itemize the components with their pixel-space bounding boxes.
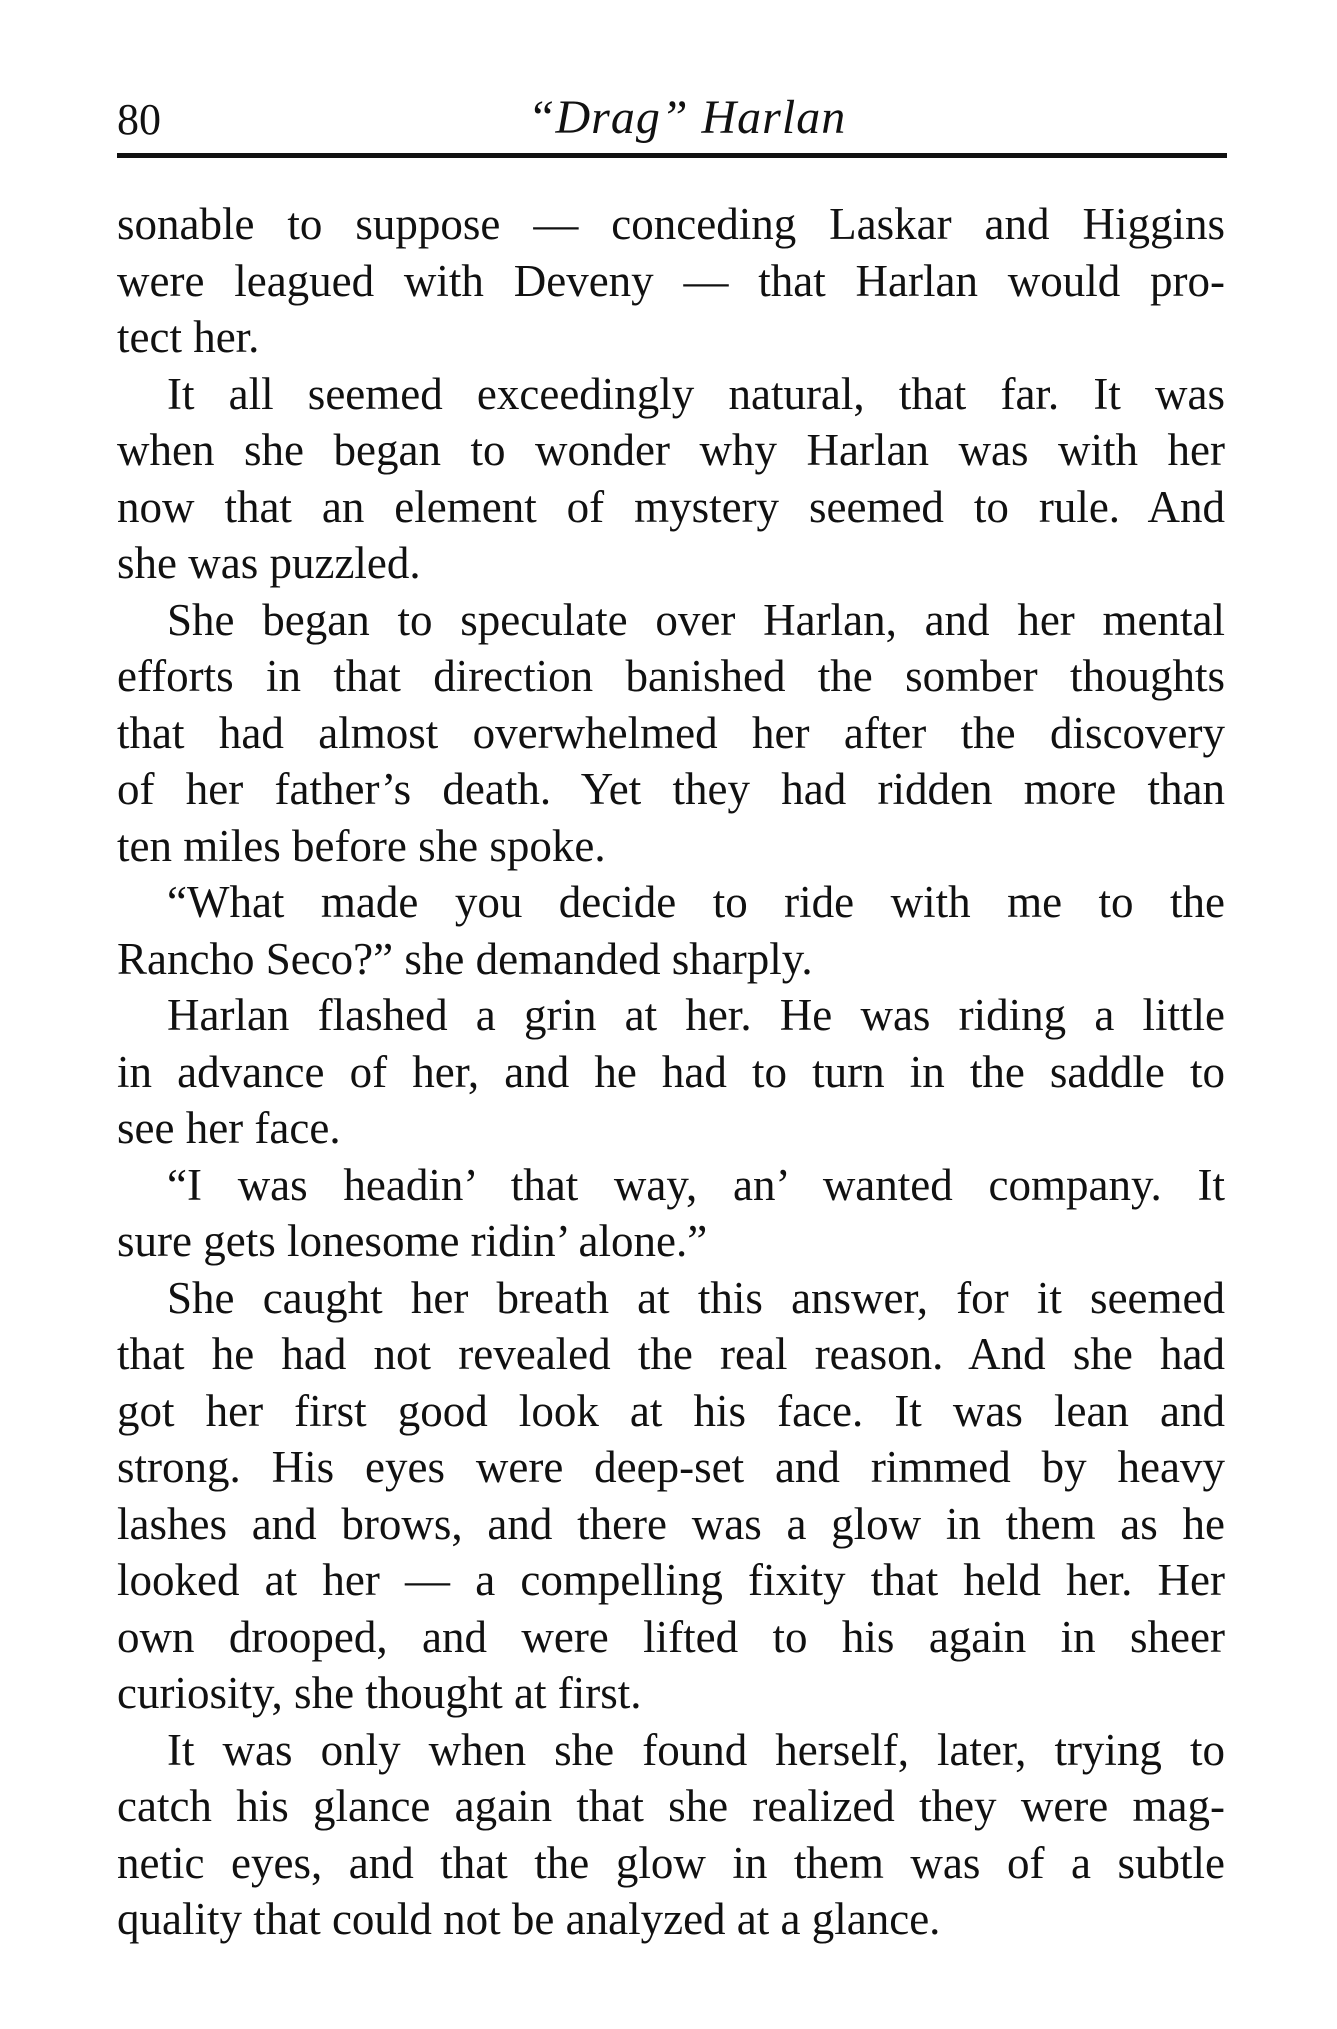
paragraph [117, 196, 1225, 366]
text-line: now that an element of mystery seemed to rule. And [117, 481, 1225, 532]
text-line: curiosity, she thought at first. [117, 1668, 642, 1718]
running-title: “Drag” Harlan [527, 91, 847, 144]
text-line: catch his glance again that she realized they were mag- [117, 1781, 1225, 1831]
text-line: It was only when she found herself, later, trying to [167, 1724, 1225, 1775]
text-line: see her face. [117, 1103, 341, 1153]
text-line: that he had not revealed the real reason. And she had [117, 1329, 1225, 1379]
text-line: tect her. [117, 312, 260, 362]
text-line: own drooped, and were lifted to his again in sheer [117, 1611, 1225, 1662]
text-line: when she began to wonder why Harlan was with her [117, 425, 1225, 475]
text-line: that had almost overwhelmed her after the discovery [117, 707, 1225, 758]
text-line: sure gets lonesome ridin’ alone.” [117, 1216, 708, 1266]
text-line: It all seemed exceedingly natural, that far. It was [167, 368, 1225, 419]
text-line: sonable to suppose — conceding Laskar and Higgins [117, 199, 1225, 249]
paragraph [117, 1722, 1225, 1948]
text-line: Harlan flashed a grin at her. He was riding a little [167, 990, 1225, 1040]
text-line: She began to speculate over Harlan, and her mental [167, 594, 1225, 645]
text-line: quality that could not be analyzed at a glance. [117, 1894, 941, 1944]
paragraph [117, 987, 1225, 1157]
text-line: got her first good look at his face. It was lean and [117, 1385, 1225, 1436]
header-rule [117, 153, 1227, 158]
paragraph [117, 366, 1225, 592]
paragraph [117, 1270, 1225, 1722]
text-line: looked at her — a compelling fixity that held her. Her [117, 1555, 1225, 1605]
paragraph [117, 592, 1225, 875]
text-line: of her father’s death. Yet they had ridden more than [117, 764, 1225, 814]
text-line: “What made you decide to ride with me to the [167, 877, 1225, 927]
paragraph [117, 1157, 1225, 1270]
text-line: she was puzzled. [117, 538, 421, 588]
text-line: efforts in that direction banished the somber thoughts [117, 651, 1225, 701]
text-line: Rancho Seco?” she demanded sharply. [117, 933, 813, 984]
page-number: 80 [117, 95, 161, 144]
text-line: strong. His eyes were deep-set and rimmed by heavy [117, 1442, 1225, 1492]
text-line: lashes and brows, and there was a glow in them as he [117, 1498, 1225, 1549]
text-line: She caught her breath at this answer, for it seemed [167, 1272, 1225, 1323]
text-line: were leagued with Deveny — that Harlan would pro- [117, 255, 1225, 306]
page-header [117, 88, 1227, 152]
text-line: ten miles before she spoke. [117, 820, 606, 871]
text-line: netic eyes, and that the glow in them was of a subtle [117, 1837, 1225, 1888]
text-line: in advance of her, and he had to turn in the saddle to [117, 1046, 1225, 1097]
paragraph [117, 874, 1225, 987]
body-text [117, 196, 1225, 1948]
text-line: “I was headin’ that way, an’ wanted company. It [167, 1159, 1225, 1210]
